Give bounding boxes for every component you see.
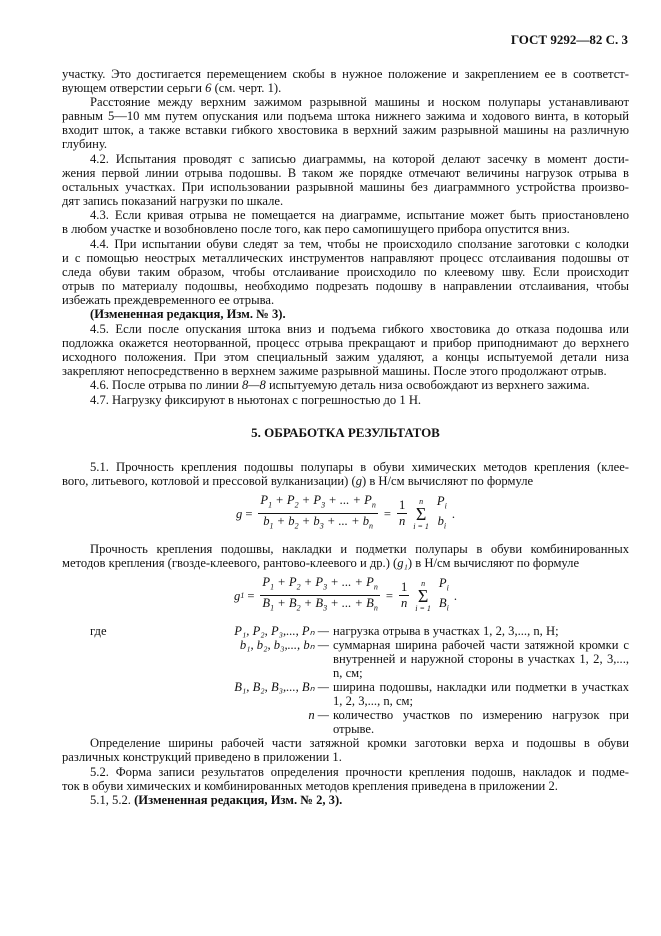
subscript: 2: [294, 501, 299, 510]
formula-g1: g 1 = $\frac{P_1 + P_2 + P_3 + ... + P_n}{B_1 + B_2 + B_3 + ... + B_n}$ = $\frac{1}{n}$ n Σ i = 1 $P_i$ $B_i$ .: [234, 575, 457, 613]
where-label: где: [90, 623, 107, 638]
variable-term: P₁, P₂, P₃,..., Pₙ —: [234, 623, 329, 638]
where-label: [62, 638, 120, 680]
paragraph: [62, 67, 629, 95]
text-line: [62, 556, 629, 570]
formula-term: + P: [300, 575, 324, 590]
text-segment: подложка окажется неоторванной, процесс отрыва прекращают и прибор приподнимают до верхнего: [62, 335, 629, 350]
paragraph: [62, 378, 629, 392]
text-line: [62, 180, 629, 194]
text-segment: исходного положения. При этом специальный зажим удаляют, а концы испытуемой детали низа: [62, 349, 629, 364]
fraction-term: $P_i$ $B_i$: [438, 575, 449, 613]
text-segment: ток в обуви химических и комбинированных методов крепления приведена в приложении 2.: [62, 778, 558, 793]
subscript: 1: [268, 501, 273, 510]
equals-sign: =: [247, 588, 255, 603]
text-segment: Прочность крепления подошвы, накладки и подметки полупары в обуви комбинированных: [90, 541, 629, 556]
fraction: [258, 494, 377, 532]
text-line: [62, 279, 629, 293]
text-line: [62, 109, 629, 123]
text-line: [62, 765, 629, 779]
text-segment: ) в Н/см вычисляют по формуле: [407, 555, 580, 570]
text-segment: равным 5—10 мм путем опускания или подъема штока нижнего зажима и ходового винта, в который: [62, 109, 629, 123]
text-line: [62, 81, 629, 95]
subscript: 2: [296, 603, 301, 613]
text-line: [62, 393, 629, 407]
paragraph-combined-methods: [62, 542, 629, 570]
text-segment: 5.1. Прочность крепления подошвы полупары в обуви химических методов крепления (клее-: [90, 459, 629, 474]
text-segment: 4.7. Нагрузку фиксируют в ньютонах с погрешностью до 1 Н.: [90, 392, 422, 407]
text-segment: участку. Это достигается перемещением скобы в нужное положение и закреплением ее в соответст-: [62, 66, 629, 81]
text-segment: вующем отверстии серьги: [62, 80, 206, 95]
formula-term: + P: [274, 575, 297, 590]
paragraph: [62, 460, 629, 488]
variable-definition: количество участков по измерению нагрузок при отрыве.: [333, 707, 629, 736]
subscript: 2: [294, 521, 299, 531]
where-label: [62, 708, 120, 736]
formula-term: + b: [273, 514, 295, 528]
text-line: [62, 542, 629, 556]
equals-sign: =: [245, 506, 253, 521]
text-segment: Расстояние между верхним зажимом разрывной машины и носком полупары устанавливают: [90, 95, 629, 109]
paragraph: [62, 208, 629, 236]
subscript: n: [371, 501, 376, 510]
text-segment: 4.6. После отрыва по линии: [90, 378, 242, 392]
paragraph: [62, 307, 629, 321]
variable-definition: суммарная ширина рабочей части затяжной кромки с внутренней и наружной стороны в участках 1, 2, 3,..., n, см;: [333, 637, 629, 680]
text-line: [62, 222, 629, 236]
formula-term: + ... + B: [327, 596, 374, 610]
formula-term: P: [260, 493, 269, 508]
variable-definitions: [62, 624, 629, 736]
fraction-term: $P_i$ $b_i$: [436, 493, 447, 531]
text-line: [62, 322, 629, 336]
variable-definition: ширина подошвы, накладки или подметки в участках 1, 2, 3,..., n, см;: [333, 679, 629, 708]
formula-term: P: [262, 575, 271, 590]
subscript: n: [373, 583, 378, 592]
text-line: [62, 750, 629, 764]
text-segment: остальных участках. При использовании разрывной машины без диаграммного устройства произво-: [62, 179, 629, 194]
paragraph: [62, 542, 629, 570]
text-segment: жения первой линии отрыва подошвы. В таком же порядке отмечают величины нагрузок отрыва в: [62, 165, 629, 180]
subscript: 1: [270, 583, 275, 592]
text-line: [62, 137, 629, 151]
formula-lhs: g: [234, 588, 241, 603]
amendment-note: [62, 793, 629, 807]
text-segment: 5.2. Форма записи результатов определения прочности крепления подошв, накладок и подме-: [90, 764, 629, 779]
text-line: [62, 350, 629, 364]
text-segment: отрыв по материалу подошвы, необходимо подрезать подошву в направлении отслаивания, чтобы: [62, 278, 629, 293]
section-4-text: [62, 67, 629, 407]
formula-term: + P: [298, 493, 322, 508]
text-segment: глубину.: [62, 137, 108, 151]
formula-term: B: [262, 596, 271, 610]
text-line: [62, 166, 629, 180]
formula-term: + b: [298, 514, 320, 528]
text-line: [62, 460, 629, 474]
text-segment: 4.2. Испытания проводят с записью диаграммы, на которой делают засечку в момент дости-: [90, 151, 629, 166]
text-segment: и с помощью неострых металлических инструментов направляют процесс отслаивания подошвы от: [62, 250, 629, 265]
equals-sign: =: [385, 588, 393, 603]
equals-sign: =: [383, 506, 391, 521]
text-line: [62, 208, 629, 222]
text-segment: испытуемую деталь низа освобождают из верхнего зажима.: [265, 378, 590, 392]
paragraphs-after-definitions: [62, 736, 629, 793]
text-segment: закрепляют непосредственно в верхнем зажиме разрывной машины. После этого продолжают отрыв.: [62, 363, 607, 378]
formula-term: + ... + P: [327, 575, 374, 590]
text-line: [62, 736, 629, 750]
text-line: [62, 152, 629, 166]
text-segment: методов крепления (гвозде-клеевого, рантово-клеевого и др.) (: [62, 555, 398, 570]
text-line: [62, 779, 629, 793]
formula-term: + B: [300, 596, 324, 610]
subscript: 3: [323, 583, 328, 592]
paragraph: [62, 95, 629, 151]
text-segment: 4.5. Если после опускания штока вниз и подъема гибкого хвостовика до отказа подошва или: [90, 321, 629, 336]
text-line: [62, 336, 629, 350]
text-line: [62, 307, 629, 321]
paragraph-5-1: [62, 460, 629, 488]
formula-term: + ... + b: [323, 514, 370, 528]
section-heading: 5. ОБРАБОТКА РЕЗУЛЬТАТОВ: [251, 424, 440, 440]
text-segment: дят запись показаний нагрузки по шкале.: [62, 193, 284, 208]
formula-term: b: [263, 514, 270, 528]
subscript: 1: [269, 521, 274, 531]
text-line: [62, 67, 629, 81]
text-line: [62, 251, 629, 265]
text-segment: различных конструкций приведено в приложении 1.: [62, 750, 342, 764]
variable-definition: нагрузка отрыва в участках 1, 2, 3,..., n, Н;: [333, 623, 559, 638]
text-line: [62, 237, 629, 251]
text-line: [62, 364, 629, 378]
paragraph: [62, 736, 629, 764]
subscript: 1: [270, 603, 275, 613]
subscript: 3: [323, 603, 328, 613]
text-line: [62, 123, 629, 137]
subscript: n: [373, 603, 378, 613]
formula-g: g = $\frac{P_1 + P_2 + P_3 + ... + P_n}{b_1 + b_2 + b_3 + ... + b_n}$ = $\frac{1}{n}$ n Σ i = 1 $P_i$ $b_i$ .: [236, 493, 455, 531]
fraction-1-n: $\frac{1}{n}$: [400, 580, 408, 610]
text-line: [62, 265, 629, 279]
text-segment: 4.4. При испытании обуви следят за тем, чтобы не происходило сползание заготовки с колодки: [90, 236, 629, 251]
paragraph: [62, 237, 629, 307]
italic-symbol: g: [355, 473, 362, 488]
formula-term: + B: [274, 596, 297, 610]
paragraph: [62, 765, 629, 793]
page-header: ГОСТ 9292—82 С. 3: [510, 32, 628, 47]
variable-term: b₁, b₂, b₃,..., bₙ —: [239, 637, 329, 652]
formula-lhs: g: [236, 506, 243, 521]
fraction: [260, 576, 379, 614]
text-segment: вого, литьевого, котловой и прессовой вулканизации) (: [62, 473, 356, 488]
text-line: [62, 95, 629, 109]
subscript: n: [369, 521, 374, 531]
subscript: 2: [296, 583, 301, 592]
variable-term: B₁, B₂, B₃,..., Bₙ —: [234, 679, 329, 694]
text-segment: избежать преждевременного ее отрыва.: [62, 292, 275, 307]
subscript: 3: [321, 501, 326, 510]
text-segment: в любом участке и возобновлено после того, как перо самопишущего прибора опустится вниз.: [62, 222, 570, 236]
text-segment: следа обуви таким образом, чтобы отслаивание происходило по клеевому шву. Если происходит: [62, 264, 629, 279]
text-segment: Определение ширины рабочей части затяжной кромки заготовки верха и подошвы в обуви: [90, 736, 629, 750]
italic-symbol: 8—8: [242, 378, 266, 392]
subscript: 1: [240, 590, 245, 600]
text-segment: (Измененная редакция, Изм. № 3).: [90, 307, 286, 321]
where-label: [62, 680, 120, 708]
document-body: [62, 66, 629, 807]
text-segment: входит шток, а также вставки гибкого хвостовика в верхний зажим разрывной машины на различную: [62, 123, 629, 137]
italic-symbol: 6: [205, 80, 212, 95]
variable-term: n —: [308, 707, 329, 722]
formula-term: + P: [272, 493, 295, 508]
text-segment: (см. черт. 1).: [211, 80, 282, 95]
sum-symbol: n Σ i = 1: [413, 496, 429, 531]
paragraph: [62, 393, 629, 407]
fraction-1-n: $\frac{1}{n}$: [398, 498, 406, 528]
paragraph: [62, 322, 629, 378]
text-line: [62, 474, 629, 488]
text-line: [62, 378, 629, 392]
text-line: [62, 194, 629, 208]
paragraph: [62, 152, 629, 208]
amendment-prefix: 5.1, 5.2.: [90, 792, 135, 807]
formula-term: + ... + P: [325, 493, 372, 508]
sum-symbol: n Σ i = 1: [415, 578, 431, 613]
amendment-text: (Измененная редакция, Изм. № 2, 3).: [134, 792, 343, 807]
text-line: [62, 293, 629, 307]
subscript: 3: [319, 521, 324, 531]
text-segment: 4.3. Если кривая отрыва не помещается на диаграмме, испытание может быть приостановлено: [90, 208, 629, 222]
text-segment: ) в Н/см вычисляют по формуле: [362, 473, 534, 488]
italic-symbol: g₁: [397, 555, 408, 570]
